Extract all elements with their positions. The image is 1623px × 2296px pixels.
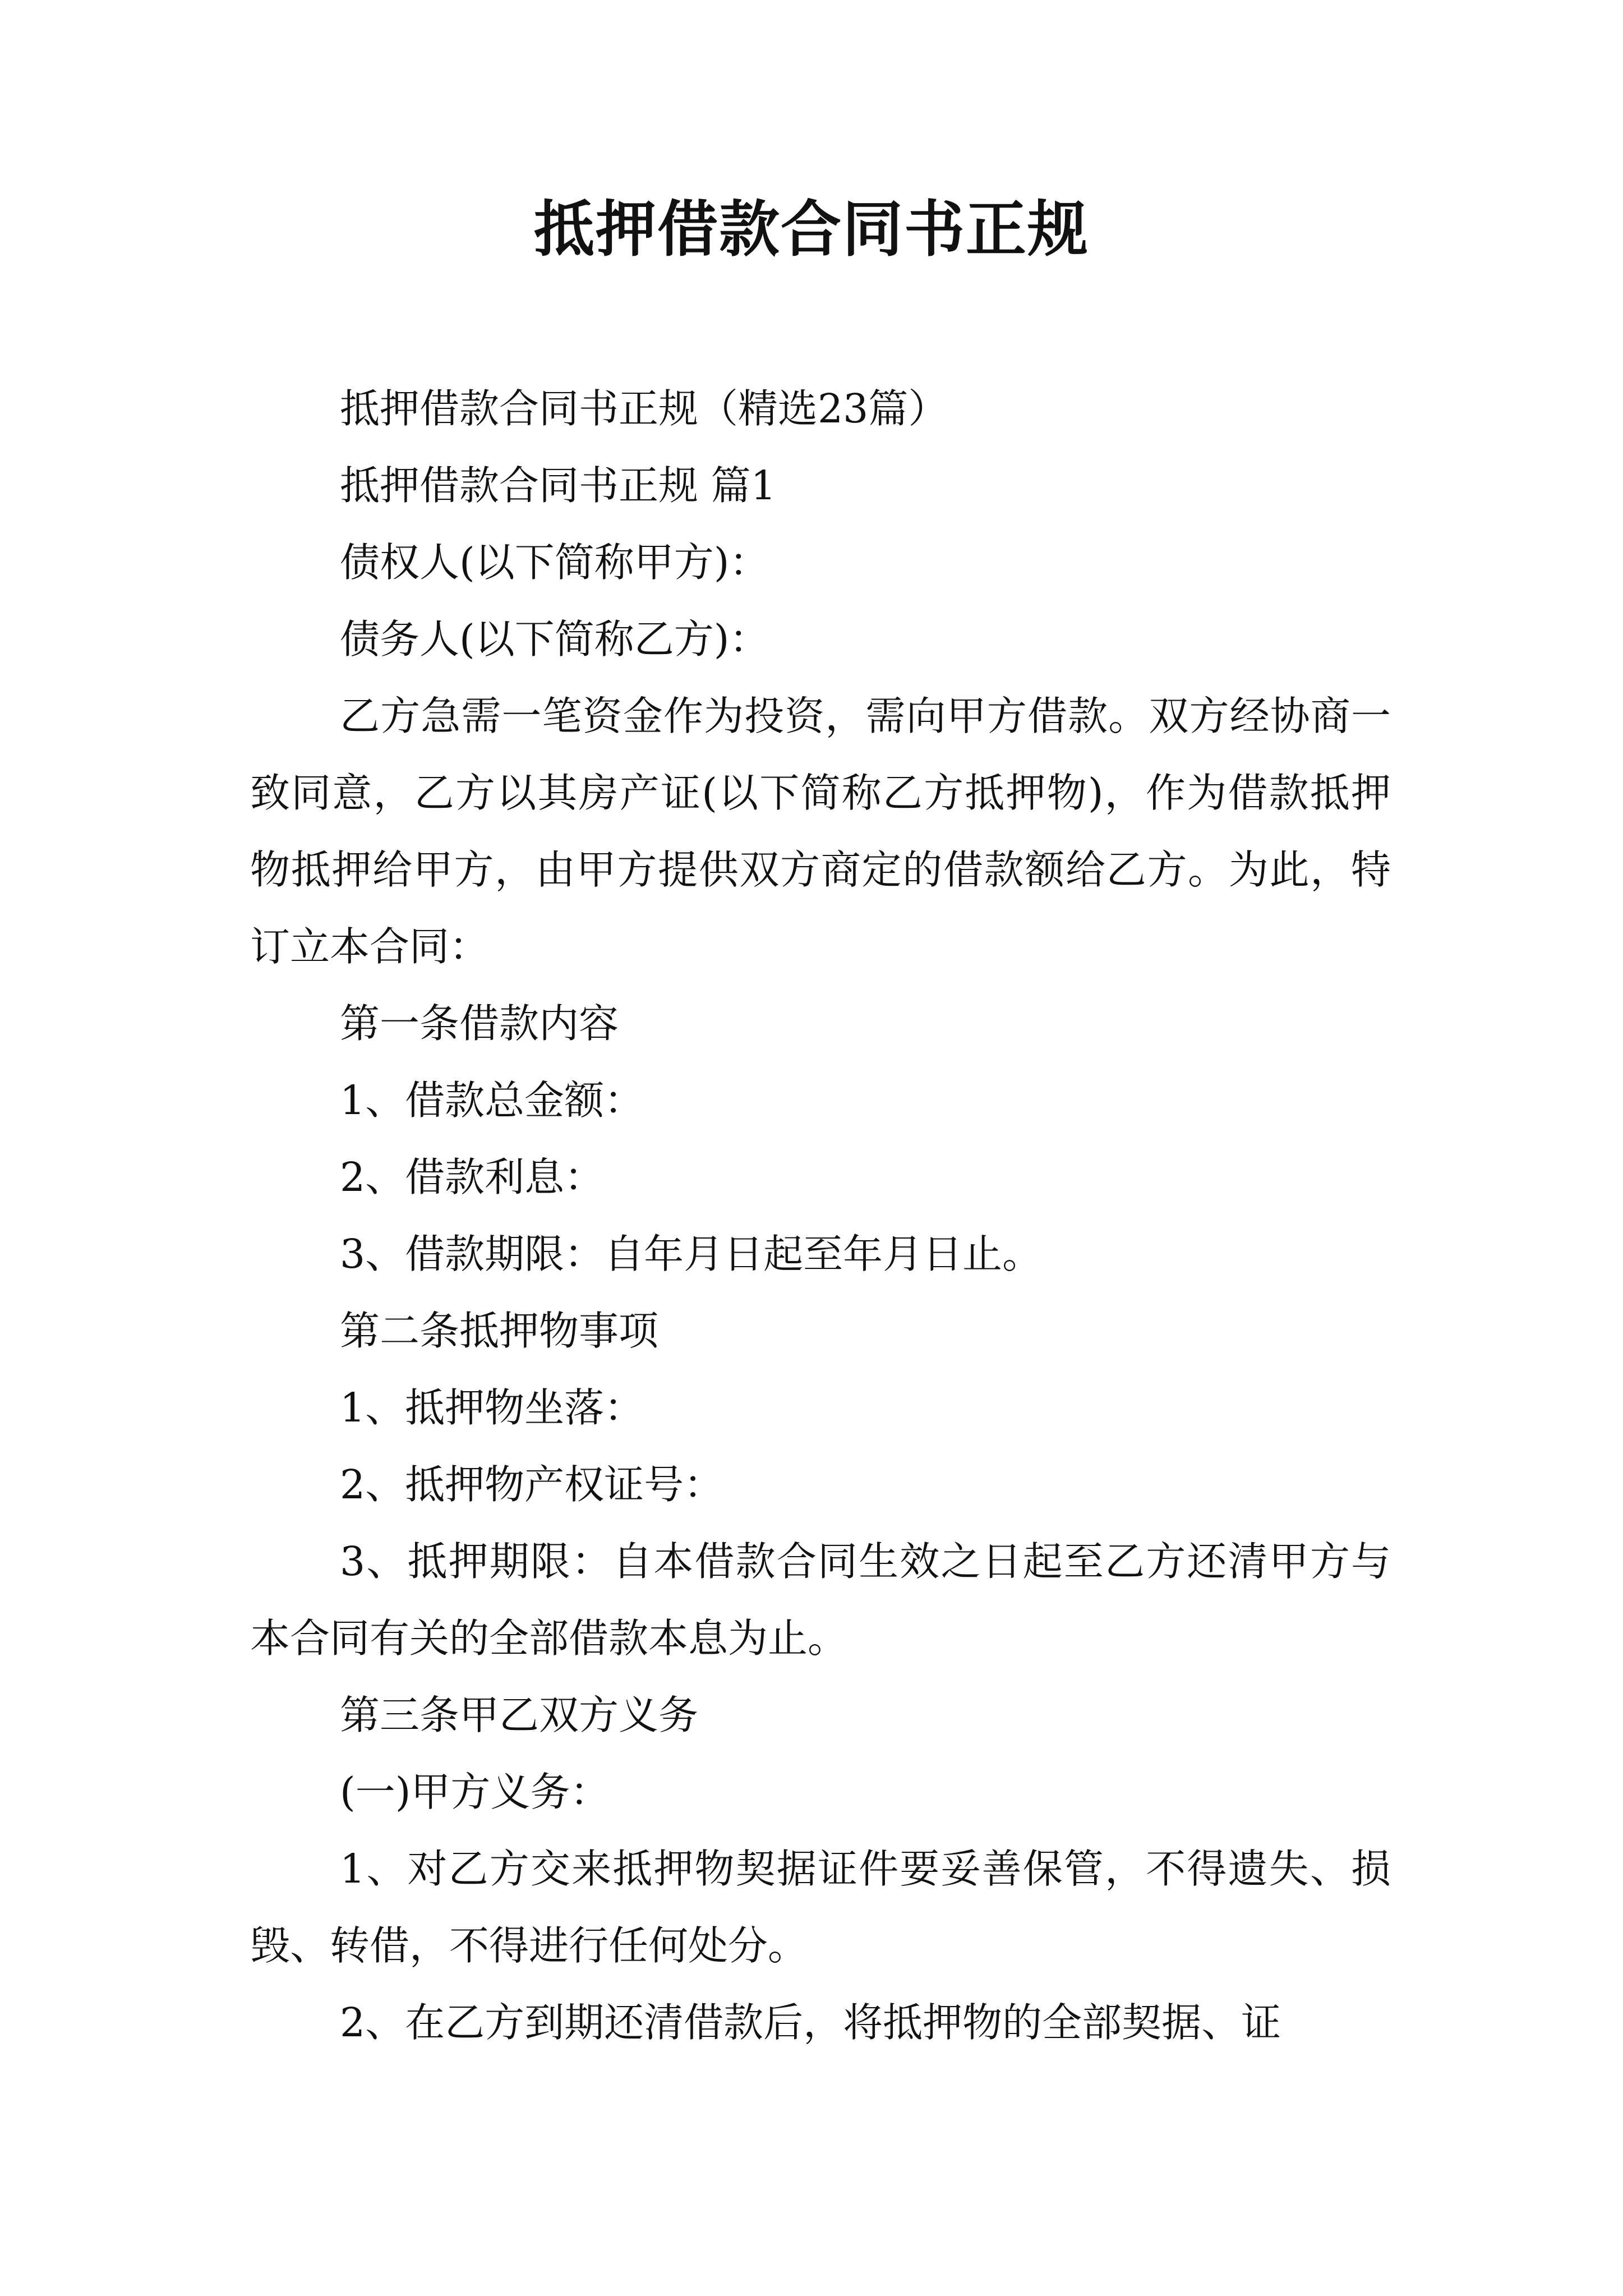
clause-paragraph: 2、借款利息： [340, 1154, 605, 1200]
document-title: 抵押借款合同书正规 [533, 195, 1089, 265]
clause-paragraph: 2、抵押物产权证号： [340, 1461, 724, 1508]
subsection-heading: (一)甲方义务： [340, 1769, 610, 1815]
article-heading: 第三条甲乙双方义务 [340, 1692, 699, 1738]
clause-paragraph: 3、借款期限：自年月日起至年月日止。 [340, 1231, 1043, 1277]
document-body [250, 370, 1391, 2061]
creditor-line: 债权人(以下简称甲方)： [340, 539, 769, 586]
debtor-line: 债务人(以下简称乙方)： [340, 616, 769, 662]
section-heading: 抵押借款合同书正规 篇1 [340, 462, 776, 509]
clause-paragraph: 3、抵押期限：自本借款合同生效之日起至乙方还清甲方与本合同有关的全部借款本息为止。 [250, 1538, 1391, 1662]
preamble-paragraph: 乙方急需一笔资金作为投资，需向甲方借款。双方经协商一致同意，乙方以其房产证(以下简称乙方抵押物)，作为借款抵押物抵押给甲方，由甲方提供双方商定的借款额给乙方。为此，特订立本合同： [250, 693, 1391, 970]
clause-paragraph: 1、抵押物坐落： [340, 1384, 644, 1431]
subtitle-paragraph: 抵押借款合同书正规（精选23篇） [340, 385, 948, 432]
article-heading: 第二条抵押物事项 [340, 1308, 659, 1354]
clause-paragraph: 1、借款总金额： [340, 1077, 644, 1124]
clause-paragraph: 1、对乙方交来抵押物契据证件要妥善保管，不得遗失、损毁、转借，不得进行任何处分。 [250, 1846, 1391, 1969]
clause-paragraph: 2、在乙方到期还清借款后，将抵押物的全部契据、证 [340, 1999, 1281, 2046]
article-heading: 第一条借款内容 [340, 1000, 619, 1047]
